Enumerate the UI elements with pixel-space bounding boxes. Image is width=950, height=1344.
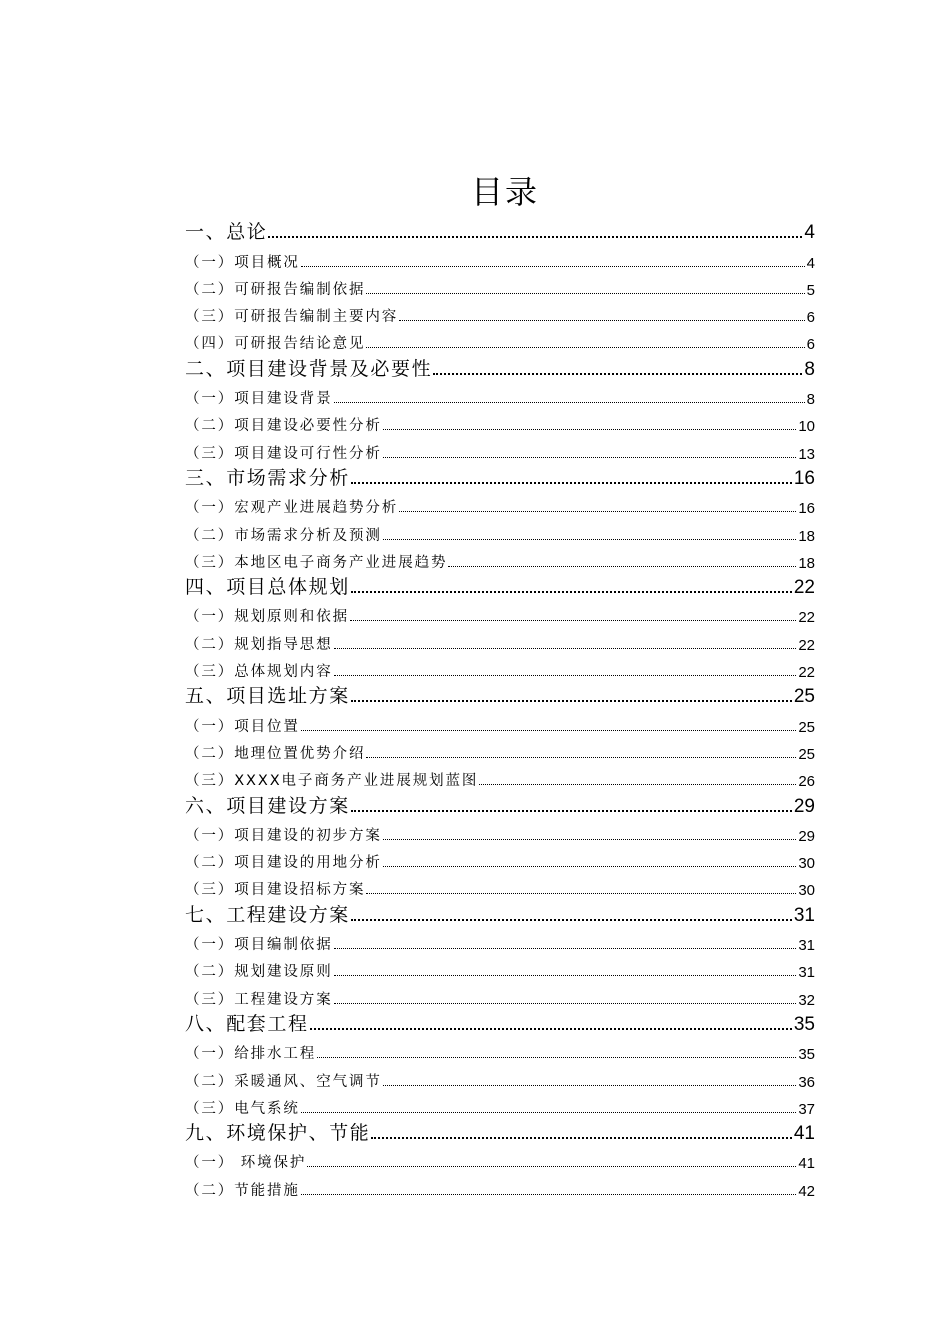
dot-leader bbox=[334, 1003, 797, 1004]
toc-page-number: 29 bbox=[793, 795, 815, 817]
dot-leader bbox=[366, 347, 804, 348]
toc-entry-label: （一）项目建设背景 bbox=[185, 391, 333, 408]
toc-page-number: 22 bbox=[798, 636, 815, 654]
toc-page-number: 8 bbox=[806, 391, 815, 409]
toc-entry-label: 一、总论 bbox=[185, 221, 268, 244]
dot-leader bbox=[383, 429, 797, 430]
toc-entry-label: 四、项目总体规划 bbox=[185, 576, 350, 599]
toc-page-number: 10 bbox=[798, 418, 815, 436]
toc-entry-label: （一）项目概况 bbox=[185, 254, 300, 271]
toc-page-number: 5 bbox=[806, 281, 815, 299]
toc-page-number: 25 bbox=[793, 686, 815, 708]
toc-section-entry[interactable] bbox=[185, 517, 815, 544]
toc-entry-label: 五、项目选址方案 bbox=[185, 685, 350, 708]
toc-section-entry[interactable] bbox=[185, 845, 815, 872]
dot-leader bbox=[334, 675, 797, 676]
toc-section-entry[interactable] bbox=[185, 545, 815, 572]
toc-entry-label: （二）节能措施 bbox=[185, 1182, 300, 1199]
dot-leader bbox=[301, 1194, 797, 1195]
toc-entry-label: 九、环境保护、节能 bbox=[185, 1122, 371, 1145]
toc-page-number: 22 bbox=[798, 664, 815, 682]
toc-page-number: 31 bbox=[798, 964, 815, 982]
toc-chapter-entry[interactable] bbox=[185, 1118, 815, 1145]
toc-page-number: 41 bbox=[798, 1155, 815, 1173]
toc-section-entry[interactable] bbox=[185, 1036, 815, 1063]
dot-leader bbox=[301, 730, 797, 731]
toc-section-entry[interactable] bbox=[185, 954, 815, 981]
dot-leader bbox=[366, 293, 804, 294]
toc-section-entry[interactable] bbox=[185, 763, 815, 790]
toc-entry-label: （一）规划原则和依据 bbox=[185, 609, 349, 626]
dot-leader bbox=[399, 511, 796, 512]
toc-entry-label: （二）项目建设的用地分析 bbox=[185, 855, 382, 872]
dot-leader bbox=[301, 266, 805, 267]
toc-entry-label: （三）工程建设方案 bbox=[185, 991, 333, 1008]
toc-page-number: 8 bbox=[804, 358, 815, 380]
toc-page-number: 30 bbox=[798, 882, 815, 900]
dot-leader bbox=[479, 784, 796, 785]
toc-chapter-entry[interactable] bbox=[185, 790, 815, 817]
toc-entry-label: （一）宏观产业进展趋势分析 bbox=[185, 500, 399, 517]
toc-chapter-entry[interactable] bbox=[185, 681, 815, 708]
toc-page-number: 42 bbox=[798, 1182, 815, 1200]
toc-entry-label: （二）采暖通风、空气调节 bbox=[185, 1073, 382, 1090]
toc-entry-label: （三）电气系统 bbox=[185, 1100, 300, 1117]
toc-page-number: 6 bbox=[806, 309, 815, 327]
toc-section-entry[interactable] bbox=[185, 1063, 815, 1090]
dot-leader bbox=[366, 893, 796, 894]
toc-page-number: 35 bbox=[798, 1046, 815, 1064]
toc-entry-label: （一） 环境保护 bbox=[185, 1155, 307, 1172]
toc-section-entry[interactable] bbox=[185, 818, 815, 845]
table-of-contents bbox=[185, 217, 815, 1200]
toc-entry-label: （二）可研报告编制依据 bbox=[185, 281, 366, 298]
dot-leader bbox=[351, 700, 792, 702]
toc-entry-label: （二）规划指导思想 bbox=[185, 636, 333, 653]
dot-leader bbox=[383, 539, 797, 540]
dot-leader bbox=[307, 1166, 796, 1167]
toc-entry-label: 八、配套工程 bbox=[185, 1012, 309, 1035]
toc-chapter-entry[interactable] bbox=[185, 463, 815, 490]
toc-chapter-entry[interactable] bbox=[185, 353, 815, 380]
dot-leader bbox=[334, 948, 797, 949]
dot-leader bbox=[350, 620, 796, 621]
toc-page-number: 18 bbox=[798, 527, 815, 545]
toc-page-number: 16 bbox=[798, 500, 815, 518]
dot-leader bbox=[301, 1112, 797, 1113]
toc-section-entry[interactable] bbox=[185, 381, 815, 408]
toc-entry-label: （一）给排水工程 bbox=[185, 1046, 317, 1063]
toc-page-number: 4 bbox=[806, 254, 815, 272]
dot-leader bbox=[383, 1085, 797, 1086]
toc-page-number: 25 bbox=[798, 745, 815, 763]
toc-page-number: 37 bbox=[798, 1100, 815, 1118]
dot-leader bbox=[399, 320, 804, 321]
toc-entry-label: （三）本地区电子商务产业进展趋势 bbox=[185, 554, 448, 571]
toc-page-number: 13 bbox=[798, 445, 815, 463]
toc-entry-label: （一）项目建设的初步方案 bbox=[185, 827, 382, 844]
toc-entry-label: 三、市场需求分析 bbox=[185, 466, 350, 489]
toc-entry-label: （二）地理位置优势介绍 bbox=[185, 745, 366, 762]
toc-entry-label: （二）项目建设必要性分析 bbox=[185, 418, 382, 435]
dot-leader bbox=[371, 1137, 791, 1139]
toc-page-number: 29 bbox=[798, 827, 815, 845]
toc-section-entry[interactable] bbox=[185, 1172, 815, 1199]
toc-section-entry[interactable] bbox=[185, 626, 815, 653]
dot-leader bbox=[351, 810, 792, 812]
dot-leader bbox=[433, 373, 802, 375]
toc-page-number: 31 bbox=[798, 937, 815, 955]
dot-leader bbox=[448, 566, 796, 567]
toc-page-number: 31 bbox=[793, 904, 815, 926]
toc-section-entry[interactable] bbox=[185, 872, 815, 899]
toc-section-entry[interactable] bbox=[185, 599, 815, 626]
toc-section-entry[interactable] bbox=[185, 1091, 815, 1118]
dot-leader bbox=[334, 648, 797, 649]
toc-entry-label: （一）项目编制依据 bbox=[185, 937, 333, 954]
dot-leader bbox=[334, 402, 805, 403]
toc-page-number: 41 bbox=[793, 1123, 815, 1145]
toc-chapter-entry[interactable] bbox=[185, 899, 815, 926]
page-title: 目录 bbox=[470, 173, 539, 211]
toc-entry-label: （一）项目位置 bbox=[185, 718, 300, 735]
toc-entry-label: 六、项目建设方案 bbox=[185, 794, 350, 817]
toc-entry-label: 七、工程建设方案 bbox=[185, 903, 350, 926]
toc-entry-label: （三）总体规划内容 bbox=[185, 664, 333, 681]
toc-page-number: 36 bbox=[798, 1073, 815, 1091]
toc-page-number: 6 bbox=[806, 336, 815, 354]
toc-section-entry[interactable] bbox=[185, 927, 815, 954]
toc-section-entry[interactable] bbox=[185, 708, 815, 735]
toc-section-entry[interactable] bbox=[185, 736, 815, 763]
dot-leader bbox=[351, 591, 792, 593]
toc-page-number: 18 bbox=[798, 554, 815, 572]
toc-entry-label: （三）可研报告编制主要内容 bbox=[185, 309, 399, 326]
toc-chapter-entry[interactable] bbox=[185, 1009, 815, 1036]
dot-leader bbox=[351, 482, 792, 484]
dot-leader bbox=[383, 866, 797, 867]
toc-section-entry[interactable] bbox=[185, 490, 815, 517]
toc-entry-label: （三）XXXX电子商务产业进展规划蓝图 bbox=[185, 773, 479, 790]
toc-entry-label: （二）规划建设原则 bbox=[185, 964, 333, 981]
toc-chapter-entry[interactable] bbox=[185, 572, 815, 599]
toc-entry-label: 二、项目建设背景及必要性 bbox=[185, 357, 433, 380]
dot-leader bbox=[268, 236, 802, 238]
toc-section-entry[interactable] bbox=[185, 981, 815, 1008]
toc-entry-label: （四）可研报告结论意见 bbox=[185, 336, 366, 353]
toc-page-number: 22 bbox=[793, 577, 815, 599]
toc-entry-label: （三）项目建设招标方案 bbox=[185, 882, 366, 899]
toc-section-entry[interactable] bbox=[185, 654, 815, 681]
toc-page-number: 4 bbox=[804, 222, 815, 244]
toc-page-number: 26 bbox=[798, 773, 815, 791]
toc-entry-label: （三）项目建设可行性分析 bbox=[185, 445, 382, 462]
toc-section-entry[interactable] bbox=[185, 408, 815, 435]
dot-leader bbox=[334, 975, 797, 976]
toc-page-number: 35 bbox=[793, 1013, 815, 1035]
dot-leader bbox=[351, 919, 792, 921]
toc-section-entry[interactable] bbox=[185, 244, 815, 271]
dot-leader bbox=[383, 457, 797, 458]
toc-chapter-entry[interactable] bbox=[185, 217, 815, 244]
toc-section-entry[interactable] bbox=[185, 299, 815, 326]
dot-leader bbox=[383, 839, 797, 840]
toc-section-entry[interactable] bbox=[185, 1145, 815, 1172]
toc-page-number: 30 bbox=[798, 855, 815, 873]
toc-section-entry[interactable] bbox=[185, 326, 815, 353]
toc-page-number: 32 bbox=[798, 991, 815, 1009]
toc-section-entry[interactable] bbox=[185, 435, 815, 462]
dot-leader bbox=[366, 757, 796, 758]
toc-entry-label: （二）市场需求分析及预测 bbox=[185, 527, 382, 544]
dot-leader bbox=[310, 1028, 792, 1030]
toc-page-number: 22 bbox=[798, 609, 815, 627]
dot-leader bbox=[317, 1057, 796, 1058]
toc-page-number: 25 bbox=[798, 718, 815, 736]
toc-section-entry[interactable] bbox=[185, 272, 815, 299]
toc-page-number: 16 bbox=[793, 467, 815, 489]
